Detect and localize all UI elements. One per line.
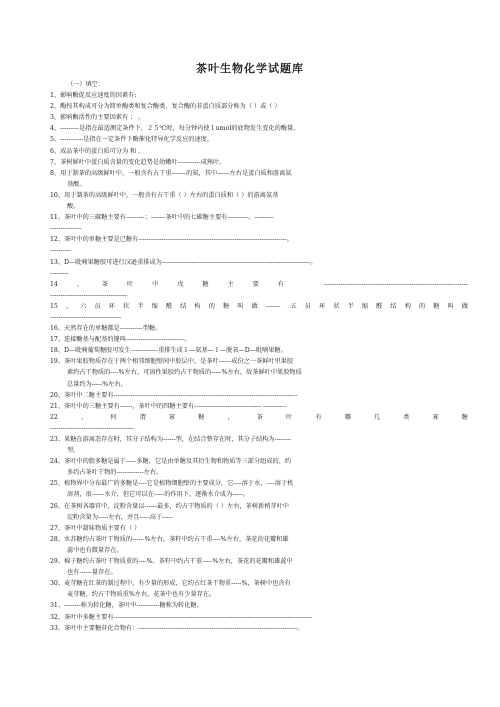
question-line: 蕊中也有微量存在。 xyxy=(67,546,123,554)
question-line: 淀粉含量为-----左右，并且-----高于----- xyxy=(67,513,173,521)
question-line: 麦芽糖，约占干物质重%左右，花茶中也有少量存在。 xyxy=(67,591,216,599)
question-line: ---------------------------------- xyxy=(50,313,122,321)
question-list xyxy=(50,79,468,634)
question-line: 33、茶叶中主要糖苷化合物有：----------------------------------------------------------------------------。 xyxy=(50,624,304,632)
question-line: ------------------------------------- xyxy=(50,291,128,299)
question-line: 7、茶树鲜叶中蛋白质含量的变化趋势是幼嫩叶-----------成熟叶。 xyxy=(50,158,226,166)
question-line: 12、茶叶中的单糖主要是已糖有-----------------------------------------------------------------------。 xyxy=(50,236,293,244)
question-line: 19、茶叶果胶物质存在于两个相邻细胞壁间中胶层中，是茶叶------成份之一茶鲜叶里果胶 xyxy=(50,358,294,366)
question-line: 素约占干物质的----%左右，可溶性果胶约占干物质的-----%左右，故茶鲜叶中果胶物质 xyxy=(67,369,302,377)
question-line: 22、何谓寡糖，茶叶有哪几类寡糖 xyxy=(50,413,468,421)
question-line: 10、用于制茶的高级鲜叶中，一般含有占干重（ ）左右的蛋白质和（ ）的游离氨基 xyxy=(50,191,279,199)
question-line: 32、茶叶中多糖主要有----------------------------------------------------------------------------------------------- xyxy=(50,613,313,621)
question-line: --------------- xyxy=(50,225,82,233)
question-line: 溶剂，很------水介，但它可以在-----的作用下，逐渐水介成为-----。 xyxy=(67,491,249,499)
question-line: 21、茶叶中的三糖主要有------，茶叶中的四糖主要有-------------------------------- ----------- xyxy=(50,402,287,410)
question-line: 30、麦芽糖在红茶的制过程中，有少量的形成，它约占红茶干物重-----%，茶树中也含有 xyxy=(50,580,291,588)
question-line: 28、水苏糖约占茶叶干物质的------%左右，茶籽中约占干重----%左右，茶花的花瓣和雄 xyxy=(50,535,289,543)
question-line: 3、影响酶活性的主要因素有 ； 。 xyxy=(50,114,145,122)
question-line: （一）填空： xyxy=(67,81,105,88)
question-line: 27、茶叶中甜味物质主要有（ ） xyxy=(50,524,141,532)
question-line: 多约占茶叶干物的-------------左右。 xyxy=(67,469,163,477)
question-line: 11、茶叶中的三碳糖主要有---------；-------茶叶中的七碳糖主要有----------。--------- xyxy=(50,214,274,222)
question-line: 23、果糖在游离态存在时，其分子结构为------型，在结合整存在时，其分子结构为-------- xyxy=(50,436,292,443)
question-line: 基酸。 xyxy=(67,180,86,188)
question-line: 18、D—吡喃葡萄糖胶可发生-------------重排生成１—氨基—１—脱氧—D—吡喃果糖。 xyxy=(50,347,287,355)
question-line: 13、D—吡喃果糖胶可进行汉逊重排成为-----------------------------------------------------------------------。 xyxy=(50,258,317,266)
question-line: 5、-----------是指在一定条件下酶催化特异化学反应的速度。 xyxy=(50,136,214,144)
question-line: 也有------量存在。 xyxy=(67,569,117,577)
question-line: --------- xyxy=(50,269,69,277)
question-line: 型。 xyxy=(67,447,80,455)
question-line: 29、棉子糖约占茶叶干物质重的----%、茶籽中约占干重-----%左右，茶花的花瓣和雄蕊中 xyxy=(50,558,293,566)
question-line: 20、茶叶中二糖主要有---------------------------------------------------------------------------------------- xyxy=(50,391,298,399)
document-title: 茶叶生物化学试题库 xyxy=(196,62,304,75)
question-line: ---------------------------------------- xyxy=(50,424,134,432)
question-line: 4、---------是指在最适测定条件下，２５℃时，每分钟内使１umol的底物发生变化的酶量。 xyxy=(50,125,300,133)
question-line: 总量约为-----%左右。 xyxy=(67,380,127,388)
question-line: 酸。 xyxy=(67,203,80,211)
question-line: 8、用于制茶的高级鲜叶中，一般含有占干重-------的氮，其中------左右是蛋白质和游离氨 xyxy=(50,169,292,177)
question-line: 15、六员环状半缩醛结构的糖叫做------- 五员环状半缩醛结构的糖叫做 xyxy=(50,302,468,310)
question-line: 25、植物界中分布最广的多糖是----它是植物细胞壁的主要成分，它----溶于水，----溶于机 xyxy=(50,480,294,488)
question-line: 17、连接醣基与配基的键叫----------------------------。 xyxy=(50,336,191,344)
question-line: 6、成品茶中的蛋白质可分为 和 。 xyxy=(50,147,145,155)
question-line: ---------- xyxy=(50,247,71,255)
question-line: 1、影响酶促反应速度的因素有: xyxy=(50,92,137,100)
question-line: 24、茶叶中的脂多糖是属于-----多糖，它是由单糖及其衍生物和物质等三部分组成的，约 xyxy=(50,458,292,466)
question-line: 2、酶按其构成可分为简单酶类和复合酶类、复合酶的非蛋白质部分称为（ ）或（ ） xyxy=(50,103,281,111)
question-line: 26、在茶树各器官中，淀粉含量以------最多，约占干物质的（ ）左右，茶树新梢芽叶中 xyxy=(50,502,289,510)
question-line: 14、茶叶中戊糖主要有 --------------------------------------------------------------------- xyxy=(50,280,468,288)
question-line: 31、--------称为转化糖，茶叶中-----------糖称为转化糖。 xyxy=(50,602,203,610)
question-line: 16、天然存在的单糖都是-----------型糖。 xyxy=(50,325,162,333)
